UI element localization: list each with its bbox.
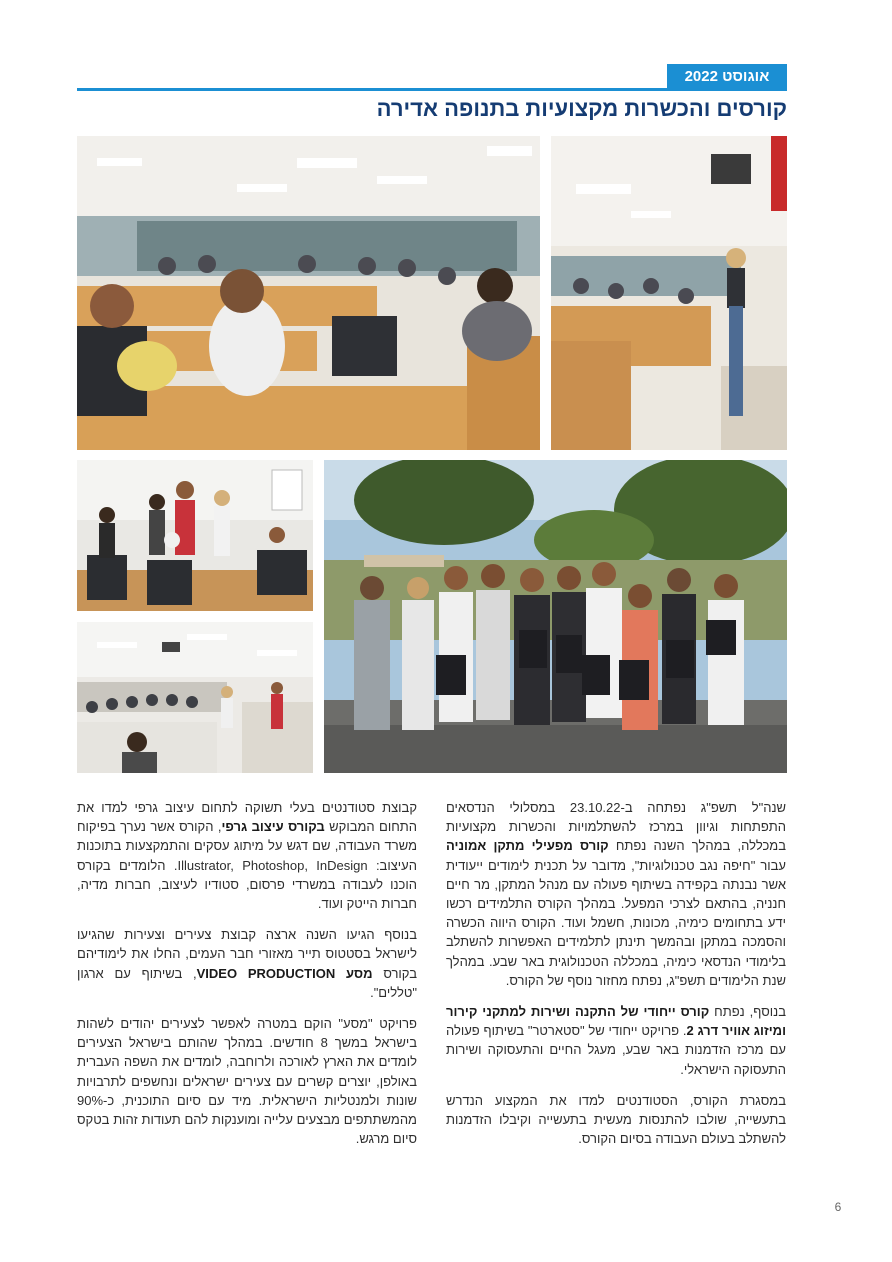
text-span: בנוסף הגיעו השנה ארצה קבוצת צעירים וצעירות שהגיעו לישראל בסטטוס תייר מאזורי חבר העמים, החלו את לימודיהם בקורס <box>77 927 417 981</box>
article-column-right <box>446 798 786 1160</box>
text-span: , בשיתוף עם ארגון "טללים". <box>77 965 417 1000</box>
photo-small-group <box>77 460 313 611</box>
paragraph-masa-project <box>77 1014 417 1148</box>
bold-course-name: בקורס עיצוב גרפי <box>221 819 325 835</box>
paragraph-ammonia-course <box>446 798 786 990</box>
paragraph-graphic-design <box>77 798 417 913</box>
page-number: 6 <box>834 1200 842 1214</box>
paragraph-course-summary <box>446 1091 786 1149</box>
article-column-left <box>77 798 417 1160</box>
photo-computer-lab <box>77 622 313 773</box>
photo-classroom <box>77 136 540 450</box>
text-span: במסגרת הקורס, הסטודנטים למדו את המקצוע הנדרש בתעשייה, שולבו להתנסות מעשית בתעשייה וקיבלו הזדמנות להשתלב בעולם העבודה בסיום הקורס. <box>446 1092 786 1147</box>
text-span: . פרויקט ייחודי של "סטארטר" בשיתוף פעולה עם מרכז הזדמנות באר שבע, מעגל החיים והתעסוקה ושירות התעסוקה הישראלי. <box>446 1023 786 1077</box>
paragraph-video-production <box>77 925 417 1002</box>
text-span: בנוסף, נפתח <box>709 1004 786 1020</box>
bold-course-name: קורס מפעילי מתקן אמוניה <box>446 838 609 854</box>
bold-course-name: מסע VIDEO PRODUCTION <box>196 965 373 981</box>
header-rule <box>77 88 787 91</box>
photo-lecture <box>551 136 787 450</box>
photo-outdoor-group <box>324 460 787 773</box>
page-title: קורסים והכשרות מקצועיות בתנופה אדירה <box>376 96 787 121</box>
text-span: עבור "חיפה נגב טכנולוגיות", מדובר על תכנית לימודים ייעודית אשר נבנתה בקפידה בשיתוף פעולה עם מנהל המתקן, מר חיים חנניה, בהתאם לצרכי המפעל. במהלך הקורס התלמידים רכשו ידע בתחומים כימיה, מכונות, חשמל ועוד. הקורס היווה הכשרה והסמכה במתקן ובהמשך תינתן לתלמידים האפשרות להשתלב בלימודי הנדסאי כימיה, במכללה הטכנולוגית באר שבע. במהלך שנת הלימודים תשפ"ג, נפתח מחזור נוסף של הקורס. <box>446 857 786 988</box>
text-span: שנה"ל תשפ"ג נפתחה ב-23.10.22 במסלולי הנדסאים התפתחות וגיוון במרכז להשתלמויות והכשרות מקצועיות במכללה, במהלך השנה נפתח <box>446 800 786 854</box>
paragraph-refrigeration-course <box>446 1002 786 1079</box>
text-span: , הקורס אשר נערך בפיקוח משרד העבודה, שם דגש על מיתוג עסקים והתמקצעות בתוכנות העיצוב: Illustrator, Photoshop, InDesign. הלומדים בקורס הוכנו לעבודה במשרדי פרסום, סטודיו לעיצוב, חברות מדיה, חברות הייטק ועוד. <box>77 819 417 912</box>
bold-course-name: קורס ייחודי של התקנה ושירות למתקני קירור ומיזוג אוויר דרג 2 <box>446 1004 786 1039</box>
text-span: קבוצת סטודנטים בעלי תשוקה לתחום עיצוב גרפי למדו את התחום המבוקש <box>77 800 418 835</box>
date-badge: אוגוסט 2022 <box>667 64 787 88</box>
text-span: פרויקט "מסע" הוקם במטרה לאפשר לצעירים יהודים לשהות בישראל במשך 8 חודשים. במהלך שהותם בישראל הצעירים לומדים את הארץ לאורכה ולרוחבה, לומדים את השפה העברית באולפן, יוצרים קשרים עם צעירים ישראלים ונחשפים לתרבויות שונות ולמנטליות הישראלית. מיד עם סיום התוכנית, כ-90% מהמשתתפים מבצעים עלייה ומוענקות להם תעודות זהות בטקס סיום מרגש. <box>77 1016 417 1147</box>
